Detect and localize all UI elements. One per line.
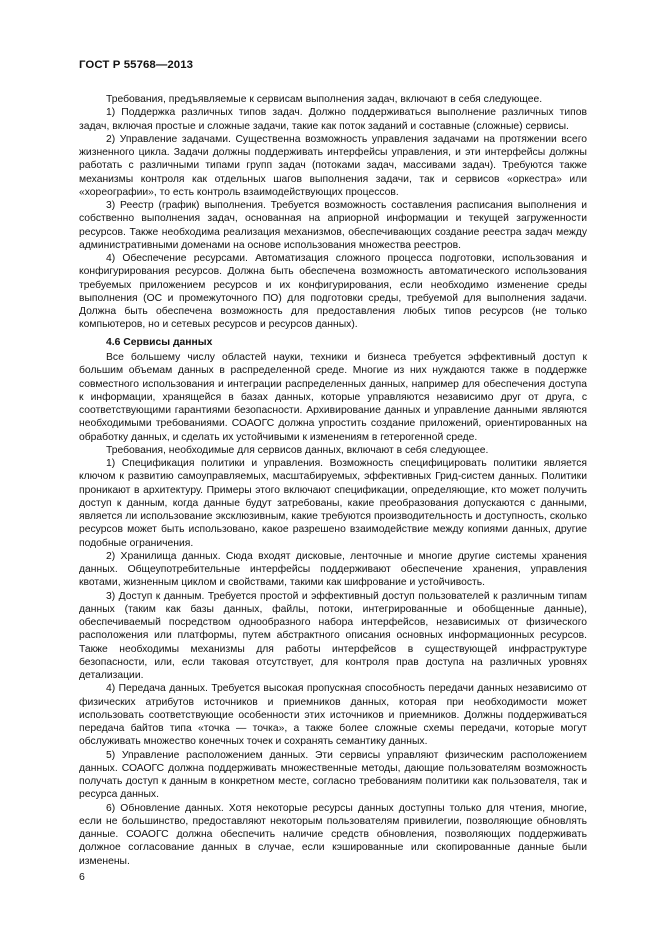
paragraph: 1) Спецификация политики и управления. Возможность специфицировать политики является ключом к развитию самоуправляемых, масштабируемых, эффективных Грид-систем данных. Политики проникают в архитектуру. Примеры этого включают спецификации, определяющие, кто может получить доступ к данным, когда данные будут затребованы, какие преобразования допускаются с данными, является ли использование эксклюзивным, какие требуются производительность и доступность, сколько ресурсов может быть использовано, какое разрешено взаимодействие между копиями данных, другие подобные ограничения. — [79, 458, 587, 549]
paragraph: 3) Реестр (график) выполнения. Требуется возможность составления расписания выполнения и собственно выполнения задач, основанная на априорной информации и текущей загруженности ресурсов. Также необходима реализация механизмов, обеспечивающих создание реестра задач между административными доменами на основе использования множества реестров. — [79, 200, 587, 251]
paragraph: Все большему числу областей науки, техники и бизнеса требуется эффективный доступ к большим объемам данных в распределенной среде. Многие из них нуждаются также в поддержке совместного использования и интеграции распределенных данных, например для обеспечения доступа к информации, хранящейся в базах данных, которые управляются независимо друг от друга, с соответствующими гарантиями безопасности. Архивирование данных и управление данными являются необходимыми требованиями. СОАОГС должна упростить создание приложений, ориентированных на обработку данных, и сделать их устойчивыми к изменениям в гетерогенной среде. — [79, 352, 587, 443]
paragraph: 6) Обновление данных. Хотя некоторые ресурсы данных доступны только для чтения, многие, если не большинство, предоставляют некоторым пользователям привилегии, позволяющие обновлять данные. СОАОГС должна обеспечить наличие средств обновления, позволяющих поддерживать должное согласование данных в случае, если кэшированные или скопированные данные были изменены. — [79, 802, 587, 867]
standard-header: ГОСТ Р 55768—2013 — [79, 59, 194, 71]
paragraph: Требования, предъявляемые к сервисам выполнения задач, включают в себя следующее. — [106, 94, 543, 105]
paragraph: 2) Хранилища данных. Сюда входят дисковые, ленточные и многие другие системы хранения данных. Общеупотребительные интерфейсы поддерживают обеспечение хранения, управления квотами, жизненным циклом и свойствами, такими как шифрование и устойчивость. — [79, 550, 587, 589]
paragraph: Требования, необходимые для сервисов данных, включают в себя следующее. — [106, 444, 489, 456]
paragraph: 2) Управление задачами. Существенна возможность управления задачами на протяжении всего жизненного цикла. Задачи должны поддерживать интерфейсы управления, и эти интерфейсы должны работать с различными типами групп задач (потоками задач, массивами задач). Требуются также механизмы контроля как отдельных шагов выполнения задачи, так и сервисов «оркестра» или «хореографии», то есть контроль взаимодействующих процессов. — [79, 133, 587, 198]
paragraph: 1) Поддержка различных типов задач. Должно поддерживаться выполнение различных типов задач, включая простые и сложные задачи, такие как поток заданий и составные (сложные) сервисы. — [79, 107, 587, 132]
page-number: 6 — [79, 871, 85, 883]
section-heading: 4.6 Сервисы данных — [106, 336, 213, 348]
paragraph: 4) Передача данных. Требуется высокая пропускная способность передачи данных независимо от физических атрибутов источников и приемников данных, которая при необходимости может использовать соответствующие особенности этих источников и приемников. Должны поддерживаться передача байтов типа «точка — точка», а также более сложные схемы передачи, которые могут обслуживать множество конечных точек и сохранять семантику данных. — [79, 683, 587, 748]
paragraph: 4) Обеспечение ресурсами. Автоматизация сложного процесса подготовки, использования и конфигурирования ресурсов. Должна быть обеспечена возможность автоматического использования требуемых приложением ресурсов и их конфигурирования, если необходимо изменение среды выполнения (ОС и промежуточного ПО) для подготовки среды, требуемой для выполнения задачи. Должна быть обеспечена возможность для предоставления любых типов ресурсов (не только компьютеров, но и сетевых ресурсов и ресурсов данных). — [79, 253, 587, 331]
document-body — [79, 93, 587, 868]
paragraph: 3) Доступ к данным. Требуется простой и эффективный доступ пользователей к различным типам данных (таким как базы данных, файлы, потоки, интегрированные и обобщенные данные), обеспечиваемый посредством однообразного набора интерфейсов, независимых от физического расположения или платформы, путем абстрактного описания основных информационных ресурсов. Также необходимы механизмы для работы интерфейсов в существующей инфраструктуре безопасности, или, если таковая отсутствует, для контроля прав доступа на различных уровнях детализации. — [79, 590, 587, 681]
paragraph: 5) Управление расположением данных. Эти сервисы управляют физическим расположением данных. СОАОГС должна поддерживать множественные методы, дающие пользователям возможность получать доступ к данным в конкретном месте, согласно требованиям политики как пользователя, так и ресурса данных. — [79, 749, 587, 801]
